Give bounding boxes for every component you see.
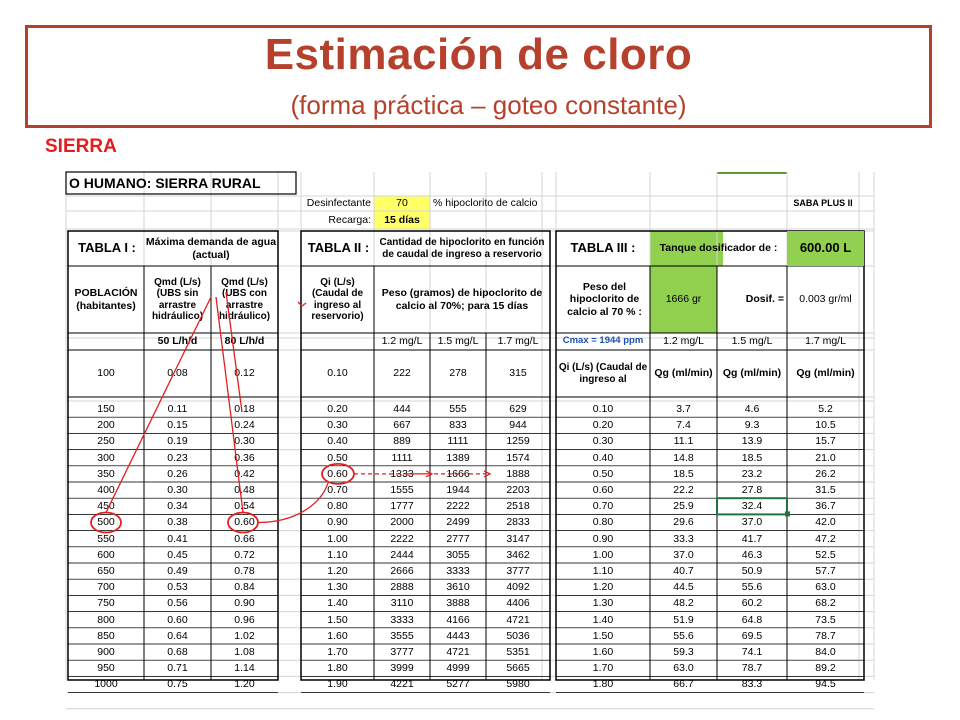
weight-cell[interactable]: 944 xyxy=(509,419,527,432)
qg-cell[interactable]: 23.2 xyxy=(741,467,763,480)
qmd-cell[interactable]: 0.38 xyxy=(167,516,188,529)
table1-col-q1[interactable]: Qmd (L/s) (UBS sin arrastre hidráulico) xyxy=(151,276,204,322)
table2-conc[interactable]: 1.7 mg/L xyxy=(497,335,539,348)
weight-cell[interactable]: 833 xyxy=(449,419,467,432)
population-cell[interactable]: 700 xyxy=(97,581,115,594)
table3-peso-label[interactable]: Peso del hipoclorito de calcio al 70 % : xyxy=(567,281,642,318)
qg-cell[interactable]: 78.7 xyxy=(741,662,763,675)
population-cell[interactable]: 250 xyxy=(97,435,115,448)
weight-cell[interactable]: 667 xyxy=(393,419,411,432)
qg-cell[interactable]: 50.9 xyxy=(741,565,763,578)
population-cell[interactable]: 150 xyxy=(97,403,115,416)
qg-cell[interactable]: 63.0 xyxy=(673,662,694,675)
qmd-cell[interactable]: 0.08 xyxy=(167,367,188,380)
qmd-cell[interactable]: 0.78 xyxy=(234,565,255,578)
qg-cell[interactable]: 9.3 xyxy=(744,419,760,432)
qmd-cell[interactable]: 0.68 xyxy=(167,646,188,659)
qi-cell[interactable]: 1.80 xyxy=(327,662,348,675)
table2-title[interactable]: TABLA II : xyxy=(307,240,370,256)
qmd-cell[interactable]: 0.60 xyxy=(234,516,255,529)
weight-cell[interactable]: 3333 xyxy=(390,613,414,626)
qi-cell[interactable]: 0.90 xyxy=(592,532,614,545)
qi-cell[interactable]: 1.40 xyxy=(327,597,348,610)
table1-col-q2[interactable]: Qmd (L/s) (UBS con arrastre hidráulico) xyxy=(218,276,271,322)
qi-cell[interactable]: 1.10 xyxy=(327,548,348,561)
qg-cell[interactable]: 10.5 xyxy=(815,419,836,432)
qi-cell[interactable]: 1.00 xyxy=(592,548,614,561)
table1-rate2[interactable]: 80 L/h/d xyxy=(224,335,265,348)
qi-cell[interactable]: 1.50 xyxy=(327,613,348,626)
qg-cell[interactable]: 3.7 xyxy=(676,403,691,416)
qmd-cell[interactable]: 0.36 xyxy=(234,451,255,464)
weight-cell[interactable]: 4721 xyxy=(446,646,470,659)
qmd-cell[interactable]: 0.64 xyxy=(167,629,188,642)
qi-cell[interactable]: 1.80 xyxy=(592,678,614,691)
qi-cell[interactable]: 1.20 xyxy=(592,581,614,594)
qi-cell[interactable]: 1.90 xyxy=(327,678,348,691)
qg-cell[interactable]: 29.6 xyxy=(673,516,694,529)
weight-cell[interactable]: 2833 xyxy=(506,516,530,529)
population-cell[interactable]: 750 xyxy=(97,597,115,610)
weight-cell[interactable]: 1777 xyxy=(390,500,414,513)
weight-cell[interactable]: 2888 xyxy=(390,581,414,594)
weight-cell[interactable]: 1555 xyxy=(390,484,414,497)
weight-cell[interactable]: 5980 xyxy=(506,678,530,691)
qmd-cell[interactable]: 0.71 xyxy=(167,662,188,675)
weight-cell[interactable]: 4999 xyxy=(446,662,470,675)
weight-cell[interactable]: 1111 xyxy=(447,435,469,448)
weight-cell[interactable]: 3055 xyxy=(446,548,470,561)
qi-cell[interactable]: 0.20 xyxy=(592,419,614,432)
population-cell[interactable]: 450 xyxy=(97,500,115,513)
table2-conc[interactable]: 1.5 mg/L xyxy=(437,335,479,348)
table3-dosif-value[interactable]: 0.003 gr/ml xyxy=(799,293,852,306)
weight-cell[interactable]: 629 xyxy=(509,403,527,416)
disinfectant-value[interactable]: 70 xyxy=(396,197,408,210)
table3-conc[interactable]: 1.5 mg/L xyxy=(731,335,773,348)
qmd-cell[interactable]: 0.49 xyxy=(167,565,188,578)
weight-cell[interactable]: 2444 xyxy=(390,548,414,561)
weight-cell[interactable]: 3333 xyxy=(446,565,470,578)
weight-cell[interactable]: 4443 xyxy=(446,629,470,642)
qg-cell[interactable]: 5.2 xyxy=(818,403,833,416)
table1-subtitle[interactable]: Máxima demanda de agua (actual) xyxy=(145,236,277,261)
weight-cell[interactable]: 3777 xyxy=(390,646,414,659)
weight-cell[interactable]: 1944 xyxy=(446,484,470,497)
qg-cell[interactable]: 60.2 xyxy=(741,597,763,610)
weight-cell[interactable]: 3999 xyxy=(390,662,414,675)
qi-cell[interactable]: 1.30 xyxy=(327,581,348,594)
qmd-cell[interactable]: 1.08 xyxy=(234,646,255,659)
weight-cell[interactable]: 4166 xyxy=(446,613,470,626)
qg-cell[interactable]: 27.8 xyxy=(741,484,763,497)
table3-col-qg[interactable]: Qg (ml/min) xyxy=(722,367,782,380)
weight-cell[interactable]: 5665 xyxy=(506,662,530,675)
qmd-cell[interactable]: 0.34 xyxy=(167,500,188,513)
recharge-value[interactable]: 15 días xyxy=(384,213,420,226)
qg-cell[interactable]: 37.0 xyxy=(673,548,694,561)
table3-conc[interactable]: 1.7 mg/L xyxy=(805,335,846,348)
qg-cell[interactable]: 26.2 xyxy=(815,467,836,480)
qg-cell[interactable]: 14.8 xyxy=(673,451,694,464)
title-box xyxy=(25,25,932,128)
qmd-cell[interactable]: 0.53 xyxy=(167,581,188,594)
qg-cell[interactable]: 4.6 xyxy=(744,403,760,416)
population-cell[interactable]: 600 xyxy=(97,548,115,561)
weight-cell[interactable]: 3888 xyxy=(446,597,470,610)
qmd-cell[interactable]: 0.12 xyxy=(234,367,255,380)
qmd-cell[interactable]: 0.45 xyxy=(167,548,188,561)
weight-cell[interactable]: 2518 xyxy=(506,500,530,513)
qg-cell[interactable]: 40.7 xyxy=(673,565,694,578)
table3-peso-value[interactable]: 1666 gr xyxy=(665,293,702,306)
table2-col-weight[interactable]: Peso (gramos) de hipoclorito de calcio al 70%; para 15 días xyxy=(381,287,543,312)
table3-conc[interactable]: 1.2 mg/L xyxy=(663,335,704,348)
qmd-cell[interactable]: 0.90 xyxy=(234,597,255,610)
weight-cell[interactable]: 3147 xyxy=(506,532,530,545)
qi-cell[interactable]: 1.60 xyxy=(327,629,348,642)
qi-cell[interactable]: 1.50 xyxy=(592,629,614,642)
weight-cell[interactable]: 222 xyxy=(393,367,411,380)
qg-cell[interactable]: 68.2 xyxy=(815,597,836,610)
qg-cell[interactable]: 15.7 xyxy=(815,435,836,448)
table2-subtitle[interactable]: Cantidad de hipoclorito en función de caudal de ingreso a reservorio xyxy=(379,237,545,260)
qg-cell[interactable]: 51.9 xyxy=(673,613,694,626)
qg-cell[interactable]: 84.0 xyxy=(815,646,836,659)
qmd-cell[interactable]: 0.66 xyxy=(234,532,255,545)
slide-title: Estimación de cloro xyxy=(264,30,693,79)
qg-cell[interactable]: 33.3 xyxy=(673,532,694,545)
disinfectant-unit[interactable]: % hipoclorito de calcio xyxy=(433,197,538,210)
qi-cell[interactable]: 0.50 xyxy=(592,467,614,480)
weight-cell[interactable]: 5277 xyxy=(446,678,470,691)
qg-cell[interactable]: 78.7 xyxy=(815,629,836,642)
population-cell[interactable]: 1000 xyxy=(94,678,118,691)
qi-cell[interactable]: 0.60 xyxy=(592,484,614,497)
qmd-cell[interactable]: 0.18 xyxy=(234,403,255,416)
qi-cell[interactable]: 0.80 xyxy=(327,500,348,513)
qg-cell[interactable]: 73.5 xyxy=(815,613,836,626)
region-label: SIERRA xyxy=(45,136,117,157)
weight-cell[interactable]: 315 xyxy=(509,367,527,380)
qi-cell[interactable]: 0.90 xyxy=(327,516,348,529)
table1-rate1[interactable]: 50 L/h/d xyxy=(157,335,198,348)
weight-cell[interactable]: 2000 xyxy=(390,516,414,529)
weight-cell[interactable]: 2203 xyxy=(506,484,530,497)
qg-cell[interactable]: 31.5 xyxy=(815,484,836,497)
table3-cmax[interactable]: Cmax = 1944 ppm xyxy=(562,335,644,347)
qmd-cell[interactable]: 1.14 xyxy=(234,662,255,675)
qg-cell[interactable]: 94.5 xyxy=(815,678,836,691)
qg-cell[interactable]: 32.4 xyxy=(741,500,763,513)
qmd-cell[interactable]: 0.72 xyxy=(234,548,255,561)
weight-cell[interactable]: 4721 xyxy=(506,613,530,626)
weight-cell[interactable]: 3462 xyxy=(506,548,530,561)
weight-cell[interactable]: 4406 xyxy=(506,597,530,610)
qi-cell[interactable]: 0.20 xyxy=(327,403,348,416)
qi-cell[interactable]: 0.10 xyxy=(592,403,614,416)
green-top-marker xyxy=(717,172,787,174)
qmd-cell[interactable]: 0.15 xyxy=(167,419,188,432)
qg-cell[interactable]: 13.9 xyxy=(741,435,763,448)
weight-cell[interactable]: 3110 xyxy=(390,597,414,610)
qmd-cell[interactable]: 0.54 xyxy=(234,500,255,513)
table2-conc[interactable]: 1.2 mg/L xyxy=(381,335,423,348)
qi-cell[interactable]: 0.50 xyxy=(327,451,348,464)
qg-cell[interactable]: 47.2 xyxy=(815,532,836,545)
table3-title[interactable]: TABLA III : xyxy=(570,240,636,256)
weight-cell[interactable]: 1888 xyxy=(506,467,530,480)
qmd-cell[interactable]: 0.84 xyxy=(234,581,255,594)
saba-label[interactable]: SABA PLUS II xyxy=(793,198,853,209)
weight-cell[interactable]: 1333 xyxy=(390,467,414,480)
table3-dosif-label[interactable]: Dosif. = xyxy=(745,293,784,306)
qi-cell[interactable]: 1.60 xyxy=(592,646,614,659)
qg-cell[interactable]: 48.2 xyxy=(673,597,694,610)
weight-cell[interactable]: 2499 xyxy=(446,516,470,529)
population-cell[interactable]: 950 xyxy=(97,662,115,675)
weight-cell[interactable]: 5351 xyxy=(506,646,530,659)
qi-cell[interactable]: 0.10 xyxy=(327,367,348,380)
qi-cell[interactable]: 0.40 xyxy=(327,435,348,448)
qg-cell[interactable]: 7.4 xyxy=(676,419,691,432)
weight-cell[interactable]: 3610 xyxy=(446,581,470,594)
weight-cell[interactable]: 2222 xyxy=(446,500,470,513)
qi-cell[interactable]: 0.80 xyxy=(592,516,614,529)
table3-col-qi[interactable]: Qi (L/s) (Caudal de ingreso al xyxy=(558,362,648,385)
banner-title[interactable]: O HUMANO: SIERRA RURAL xyxy=(69,174,261,191)
qg-cell[interactable]: 69.5 xyxy=(741,629,763,642)
population-cell[interactable]: 500 xyxy=(97,516,115,529)
recharge-label[interactable]: Recarga: xyxy=(328,213,371,226)
table2-col-qi[interactable]: Qi (L/s) (Caudal de ingreso al reservorio) xyxy=(311,276,364,322)
qi-cell[interactable]: 1.70 xyxy=(327,646,348,659)
table3-tank-value[interactable]: 600.00 L xyxy=(799,240,852,256)
population-cell[interactable]: 650 xyxy=(97,565,115,578)
qi-cell[interactable]: 1.30 xyxy=(592,597,614,610)
population-cell[interactable]: 800 xyxy=(97,613,115,626)
qg-cell[interactable]: 41.7 xyxy=(741,532,763,545)
weight-cell[interactable]: 3555 xyxy=(390,629,414,642)
qg-cell[interactable]: 22.2 xyxy=(673,484,694,497)
qmd-cell[interactable]: 0.42 xyxy=(234,467,255,480)
qi-cell[interactable]: 0.70 xyxy=(592,500,614,513)
qmd-cell[interactable]: 0.96 xyxy=(234,613,255,626)
qi-cell[interactable]: 1.00 xyxy=(327,532,348,545)
qi-cell[interactable]: 0.30 xyxy=(592,435,614,448)
table3-col-qg[interactable]: Qg (ml/min) xyxy=(796,367,855,380)
qg-cell[interactable]: 18.5 xyxy=(741,451,763,464)
qg-cell[interactable]: 25.9 xyxy=(673,500,694,513)
slide-subtitle: (forma práctica – goteo constante) xyxy=(290,90,687,120)
qg-cell[interactable]: 74.1 xyxy=(741,646,763,659)
qi-cell[interactable]: 0.30 xyxy=(327,419,348,432)
weight-cell[interactable]: 4221 xyxy=(390,678,414,691)
qmd-cell[interactable]: 0.30 xyxy=(167,484,188,497)
qg-cell[interactable]: 11.1 xyxy=(673,435,694,448)
weight-cell[interactable]: 1574 xyxy=(506,451,530,464)
population-cell[interactable]: 350 xyxy=(97,467,115,480)
qmd-cell[interactable]: 0.26 xyxy=(167,467,188,480)
qi-cell[interactable]: 1.10 xyxy=(592,565,614,578)
spreadsheet[interactable] xyxy=(66,172,874,691)
qg-cell[interactable]: 37.0 xyxy=(741,516,763,529)
qg-cell[interactable]: 83.3 xyxy=(741,678,763,691)
qmd-cell[interactable]: 0.30 xyxy=(234,435,255,448)
weight-cell[interactable]: 2777 xyxy=(446,532,470,545)
weight-cell[interactable]: 2666 xyxy=(390,565,414,578)
qi-cell[interactable]: 1.40 xyxy=(592,613,614,626)
qg-cell[interactable]: 55.6 xyxy=(673,629,694,642)
weight-cell[interactable]: 1389 xyxy=(446,451,470,464)
qi-cell[interactable]: 0.70 xyxy=(327,484,348,497)
qg-cell[interactable]: 66.7 xyxy=(673,678,694,691)
weight-cell[interactable]: 1666 xyxy=(446,467,470,480)
qg-cell[interactable]: 89.2 xyxy=(815,662,836,675)
qg-cell[interactable]: 52.5 xyxy=(815,548,836,561)
qmd-cell[interactable]: 0.75 xyxy=(167,678,188,691)
qg-cell[interactable]: 55.6 xyxy=(741,581,763,594)
weight-cell[interactable]: 889 xyxy=(393,435,411,448)
qmd-cell[interactable]: 0.19 xyxy=(167,435,188,448)
qi-cell[interactable]: 1.20 xyxy=(327,565,348,578)
qg-cell[interactable]: 63.0 xyxy=(815,581,836,594)
weight-cell[interactable]: 1111 xyxy=(391,451,413,464)
qg-cell[interactable]: 21.0 xyxy=(815,451,836,464)
qg-cell[interactable]: 57.7 xyxy=(815,565,836,578)
table1-col-population[interactable]: POBLACIÓN (habitantes) xyxy=(74,287,138,312)
weight-cell[interactable]: 1259 xyxy=(506,435,530,448)
qmd-cell[interactable]: 0.41 xyxy=(167,532,188,545)
table3-tank-label[interactable]: Tanque dosificador de : xyxy=(659,242,778,255)
qi-cell[interactable]: 0.40 xyxy=(592,451,614,464)
qg-cell[interactable]: 64.8 xyxy=(741,613,763,626)
population-cell[interactable]: 550 xyxy=(97,532,115,545)
table1-title[interactable]: TABLA I : xyxy=(78,240,136,256)
qg-cell[interactable]: 18.5 xyxy=(673,467,694,480)
qg-cell[interactable]: 42.0 xyxy=(815,516,836,529)
qg-cell[interactable]: 44.5 xyxy=(673,581,694,594)
weight-cell[interactable]: 5036 xyxy=(506,629,530,642)
weight-cell[interactable]: 3777 xyxy=(506,565,530,578)
weight-cell[interactable]: 444 xyxy=(393,403,411,416)
qmd-cell[interactable]: 0.60 xyxy=(167,613,188,626)
qmd-cell[interactable]: 1.20 xyxy=(234,678,255,691)
population-cell[interactable]: 850 xyxy=(97,629,115,642)
qi-cell[interactable]: 0.60 xyxy=(327,467,348,480)
table3-col-qg[interactable]: Qg (ml/min) xyxy=(654,367,713,380)
qmd-cell[interactable]: 0.11 xyxy=(167,403,188,416)
population-cell[interactable]: 300 xyxy=(97,451,115,464)
qg-cell[interactable]: 36.7 xyxy=(815,500,836,513)
population-cell[interactable]: 200 xyxy=(97,419,115,432)
weight-cell[interactable]: 2222 xyxy=(390,532,414,545)
weight-cell[interactable]: 4092 xyxy=(506,581,530,594)
disinfectant-label[interactable]: Desinfectante xyxy=(306,197,371,210)
qmd-cell[interactable]: 1.02 xyxy=(234,629,255,642)
population-cell[interactable]: 100 xyxy=(97,367,115,380)
qg-cell[interactable]: 59.3 xyxy=(673,646,694,659)
population-cell[interactable]: 400 xyxy=(97,484,115,497)
weight-cell[interactable]: 278 xyxy=(449,367,467,380)
qmd-cell[interactable]: 0.48 xyxy=(234,484,255,497)
qmd-cell[interactable]: 0.24 xyxy=(234,419,255,432)
weight-cell[interactable]: 555 xyxy=(449,403,467,416)
qmd-cell[interactable]: 0.56 xyxy=(167,597,188,610)
qi-cell[interactable]: 1.70 xyxy=(592,662,614,675)
qg-cell[interactable]: 46.3 xyxy=(741,548,763,561)
qmd-cell[interactable]: 0.23 xyxy=(167,451,188,464)
population-cell[interactable]: 900 xyxy=(97,646,115,659)
